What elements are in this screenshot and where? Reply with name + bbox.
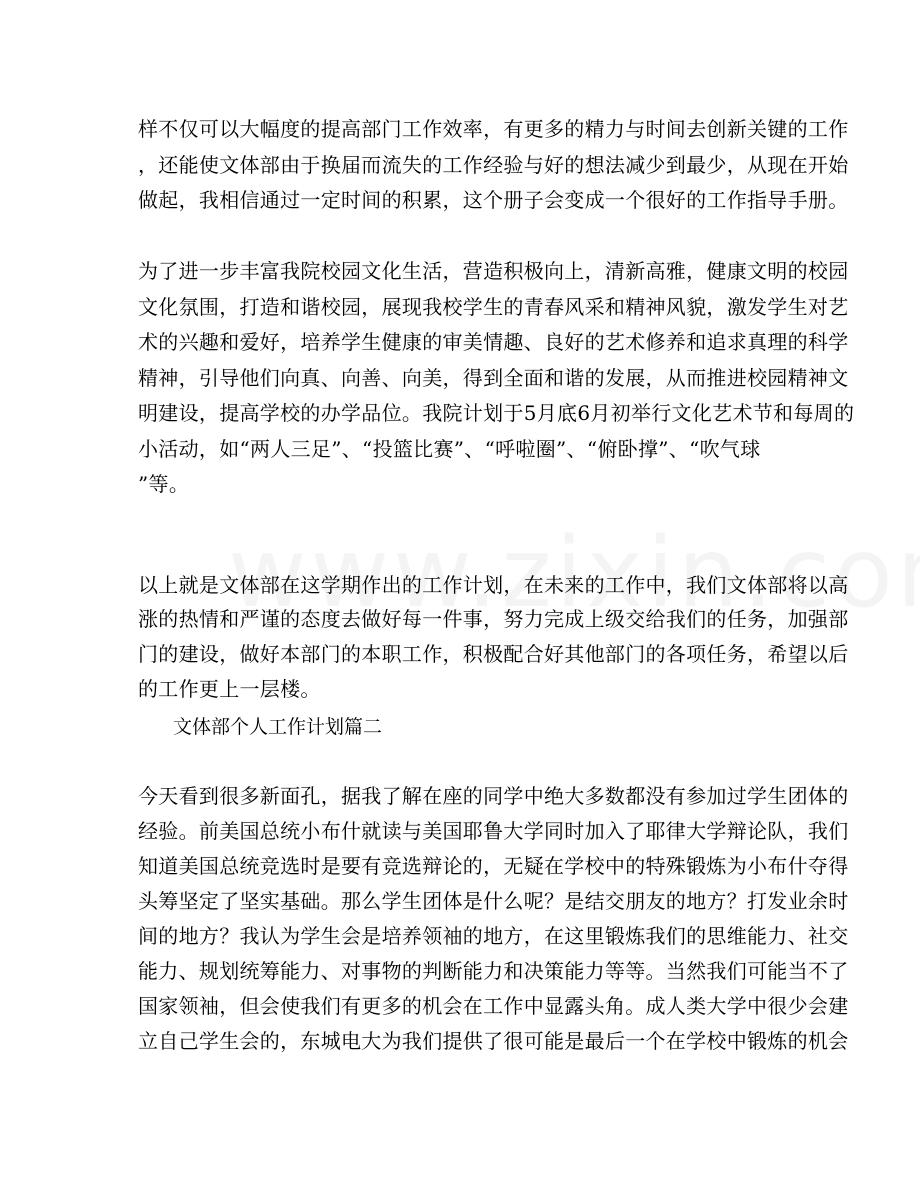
paragraph-4-line-5: 间的地方？我认为学生会是培养领袖的地方，在这里锻炼我们的思维能力、社交 bbox=[138, 924, 849, 948]
paragraph-3-line-3: 门的建设，做好本部门的本职工作，积极配合好其他部门的各项任务，希望以后 bbox=[138, 642, 849, 666]
paragraph-3-line-1: 以上就是文体部在这学期作出的工作计划，在未来的工作中，我们文体部将以高 bbox=[138, 573, 849, 597]
paragraph-4-line-7: 国家领袖，但会使我们有更多的机会在工作中显露头角。成人类大学中很少会建 bbox=[138, 994, 849, 1018]
paragraph-4-line-8: 立自己学生会的，东城电大为我们提供了很可能是最后一个在学校中锻炼的机会 bbox=[138, 1029, 849, 1053]
paragraph-1-line-3: 做起，我相信通过一定时间的积累，这个册子会变成一个很好的工作指导手册。 bbox=[138, 188, 849, 212]
paragraph-2-line-4: 精神，引导他们向真、向善、向美，得到全面和谐的发展，从而推进校园精神文 bbox=[138, 366, 849, 390]
paragraph-1-line-2: ，还能使文体部由于换届而流失的工作经验与好的想法减少到最少，从现在开始 bbox=[138, 153, 849, 177]
paragraph-2-line-1: 为了进一步丰富我院校园文化生活，营造积极向上，清新高雅，健康文明的校园 bbox=[138, 259, 849, 283]
paragraph-2-line-2: 文化氛围，打造和谐校园，展现我校学生的青春风采和精神风貌，激发学生对艺 bbox=[138, 295, 849, 319]
section-heading: 文体部个人工作计划篇二 bbox=[173, 716, 383, 738]
paragraph-4-line-1: 今天看到很多新面孔，据我了解在座的同学中绝大多数都没有参加过学生团体的 bbox=[138, 784, 849, 808]
paragraph-4-line-3: 知道美国总统竞选时是要有竞选辩论的，无疑在学校中的特殊锻炼为小布什夺得 bbox=[138, 854, 849, 878]
paragraph-3-line-2: 涨的热情和严谨的态度去做好每一件事，努力完成上级交给我们的任务，加强部 bbox=[138, 607, 849, 631]
paragraph-2-line-5: 明建设，提高学校的办学品位。我院计划于5月底6月初举行文化艺术节和每周的 bbox=[138, 401, 855, 425]
paragraph-4-line-2: 经验。前美国总统小布什就读与美国耶鲁大学同时加入了耶律大学辩论队，我们 bbox=[138, 819, 849, 843]
paragraph-1-line-1: 样不仅可以大幅度的提高部门工作效率，有更多的精力与时间去创新关键的工作 bbox=[138, 117, 849, 141]
paragraph-2-line-3: 术的兴趣和爱好，培养学生健康的审美情趣、良好的艺术修养和追求真理的科学 bbox=[138, 330, 849, 354]
paragraph-4-line-6: 能力、规划统筹能力、对事物的判断能力和决策能力等等。当然我们可能当不了 bbox=[138, 959, 849, 983]
paragraph-3-line-4: 的工作更上一层楼。 bbox=[138, 677, 321, 701]
paragraph-2-line-7: ”等。 bbox=[138, 472, 190, 496]
paragraph-4-line-4: 头筹坚定了坚实基础。那么学生团体是什么呢？是结交朋友的地方？打发业余时 bbox=[138, 889, 849, 913]
paragraph-2-line-6: 小活动，如“两人三足”、“投篮比赛”、“呼啦圈”、“俯卧撑”、“吹气球 bbox=[138, 437, 761, 461]
